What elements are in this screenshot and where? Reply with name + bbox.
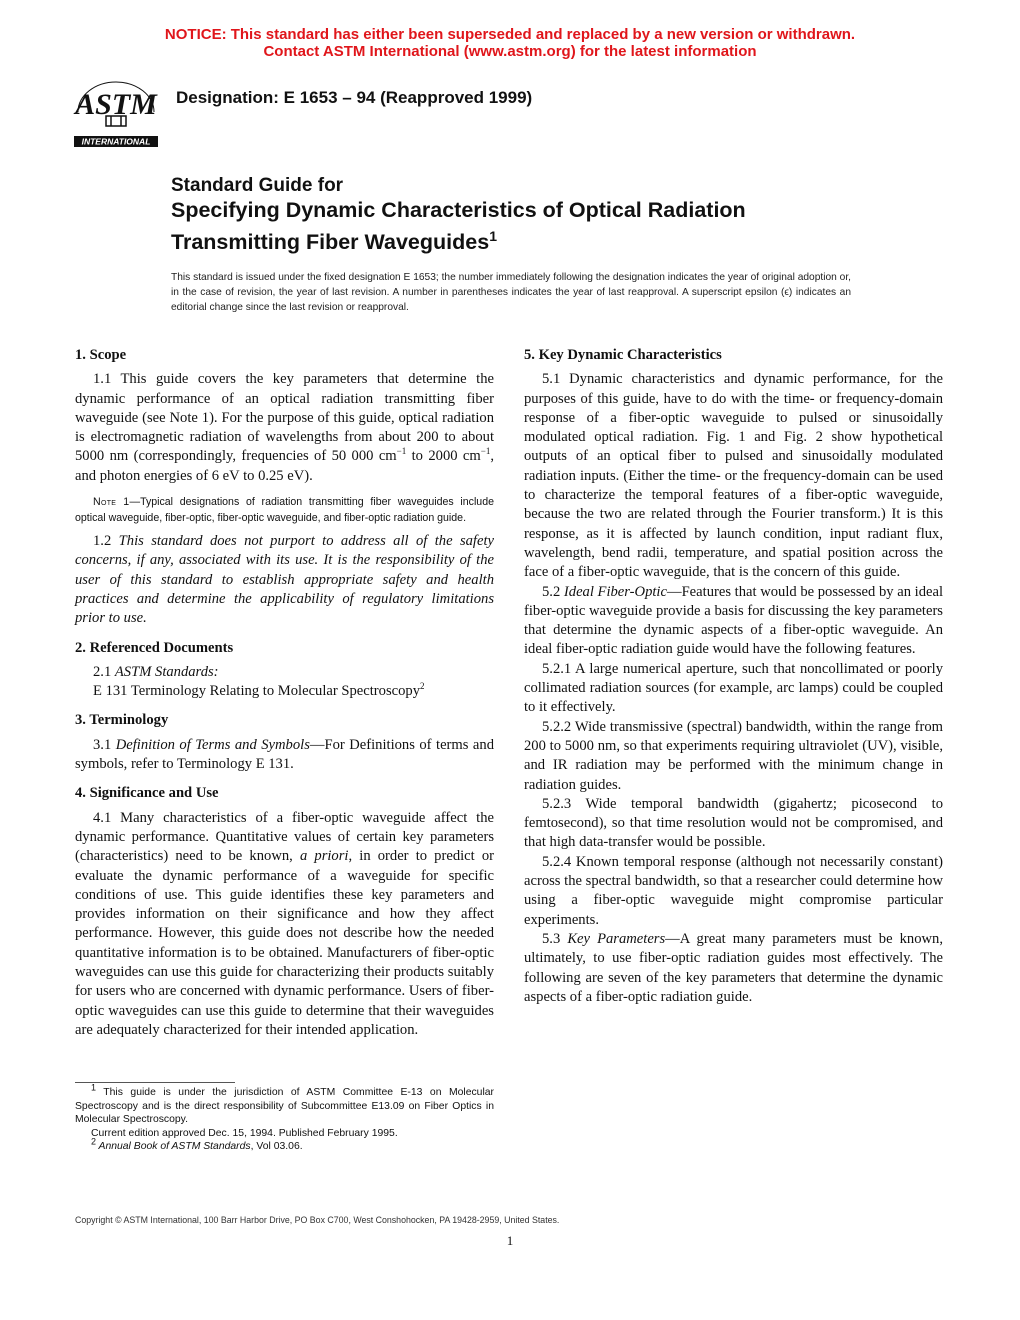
issued-statement: This standard is issued under the fixed designation E 1653; the number immediately following the designation indicates the year of original adoption or, in the case of revision, the year of last revision. A number in parentheses indicates the year of last reapproval. A superscript epsilon (ϵ) indicates an editorial change since the last revision or reapproval. [171, 272, 851, 313]
title-footnote-mark: 1 [489, 228, 497, 244]
document-title [171, 174, 931, 255]
p2-1-num: 2.1 [93, 663, 115, 680]
paragraph-5-2-4: 5.2.4 Known temporal response (although not necessarily constant) across the spectral bandwidth, so that a researcher could determine how using a fiber-optic waveguide might compromise particular experiments. [524, 853, 943, 928]
left-column [75, 346, 494, 1040]
p5-3-text: —A great many parameters must be known, ultimately, to use fiber-optic radiation guides most effectively. The following are seven of the key parameters that determine the dynamic aspects of a fiber-optic radiation guide. [524, 930, 944, 1005]
p1-1-text-a: 1.1 This guide covers the key parameters that determine the dynamic performance of an optical radiation transmitting fiber waveguide (see Note 1). For the purpose of this guide, optical radiation is electromagnetic radiation of wavelengths from about 200 to about 5000 nm (correspondingly, frequencies of 50 000 cm [75, 371, 494, 465]
footnote-1-mark: 1 [91, 1082, 97, 1093]
section-heading-key-dynamic: 5. Key Dynamic Characteristics [524, 347, 722, 363]
p5-2-text: —Features that would be possessed by an ideal fiber-optic waveguide provide a basis for discussing the key parameters that determine the dynamic aspects of a fiber-optic waveguide. An ideal fiber-optic radiation guide would have the following features. [524, 583, 944, 658]
footnote-1 [75, 1082, 494, 1127]
footnote-2-title: Annual Book of ASTM Standards [96, 1141, 251, 1153]
footnote-2-mark: 2 [91, 1136, 97, 1147]
paragraph-5-1: 5.1 Dynamic characteristics and dynamic performance, for the purposes of this guide, have to do with the time- or frequency-domain response of a fiber-optic waveguide to pulsed or sinusoidally modulated optical radiation. Fig. 1 and Fig. 2 show hypothetical outputs of an optical fiber to pulsed and sinusoidally modulated radiation inputs. (Either the time- or the frequency-domain can be used to characterize the temporal features of a fiber-optic waveguide, because the two are related through the Fourier transform.) It is this response, as it is affected by launch condition, input radiant flux, wavelength, bend radii, temperature, and spatial position across the face of a fiber-optic waveguide, that is the concern of this guide. [524, 371, 943, 581]
footnote-1-edition: Current edition approved Dec. 15, 1994. Published February 1995. [91, 1127, 398, 1139]
p4-1-text-a: 4.1 Many characteristics of a fiber-optic waveguide affect the dynamic performance. Quantitative values of certain key parameters (characteristics) need to be known, [75, 809, 494, 865]
reference-e131-text: E 131 Terminology Relating to Molecular Spectroscopy [93, 683, 421, 700]
p1-2-num: 1.2 [93, 533, 119, 550]
section-heading-referenced-documents: 2. Referenced Documents [75, 639, 234, 656]
p3-1-text: —For Definitions of terms and symbols, refer to Terminology E 131. [75, 736, 495, 773]
title-line-3 [171, 223, 931, 255]
paragraph-1-2 [75, 532, 494, 628]
footnote-1-text: This guide is under the jurisdiction of ASTM Committee E-13 on Molecular Spectroscopy and is the direct responsibility of Subcommittee E13.09 on Fiber Optics in Molecular Spectroscopy. [75, 1087, 494, 1126]
paragraph-2-1 [75, 663, 494, 682]
p5-2-italic: Ideal Fiber-Optic [563, 583, 667, 600]
p1-1-text-c: , and photon energies of 6 eV to 0.25 eV). [75, 448, 494, 484]
footnote-2 [75, 1136, 494, 1154]
section-heading-significance: 4. Significance and Use [75, 785, 219, 802]
p5-3-italic: Key Parameters [567, 930, 666, 947]
p5-3-num: 5.3 [542, 930, 568, 947]
p2-1-text: ASTM Standards: [114, 663, 219, 680]
p1-1-sup-1: −1 [396, 446, 407, 457]
note-1-label: Note 1 [93, 496, 130, 509]
p3-1-num: 3.1 [93, 736, 116, 753]
section-heading-scope: 1. Scope [75, 347, 127, 363]
note-1 [75, 494, 494, 526]
notice-line-1: NOTICE: This standard has either been superseded and replaced by a new version or withdrawn. [164, 26, 856, 43]
note-1-text: —Typical designations of radiation transmitting fiber waveguides include optical waveguide, fiber-optic, fiber-optic waveguide, and fiber-optic radiation guide. [75, 496, 494, 525]
paragraph-5-3 [524, 930, 943, 1007]
paragraph-5-2-2: 5.2.2 Wide transmissive (spectral) bandwidth, within the range from 200 to 5000 nm, so that experiments requiring ultraviolet (UV), visible, and IR radiation may be performed with the minimum change in radiation guides. [524, 718, 943, 793]
copyright: Copyright © ASTM International, 100 Barr Harbor Drive, PO Box C700, West Conshohocken, PA 19428-2959, United States. [75, 1215, 560, 1225]
paragraph-1-1 [75, 370, 494, 486]
right-column [524, 346, 943, 1007]
title-line-2: Specifying Dynamic Characteristics of Optical Radiation [171, 198, 746, 222]
reference-e131-footnote-mark: 2 [420, 681, 425, 692]
paragraph-5-2-3: 5.2.3 Wide temporal bandwidth (gigahertz; picosecond to femtosecond), so that time resolution would not be compromised, and that high data-transfer would be possible. [524, 795, 943, 851]
withdrawal-notice [0, 26, 1020, 60]
section-heading-terminology: 3. Terminology [75, 712, 169, 729]
title-line-1: Standard Guide for [171, 175, 344, 196]
p3-1-italic: Definition of Terms and Symbols [115, 736, 310, 753]
notice-line-2: Contact ASTM International (www.astm.org) for the latest information [263, 43, 757, 60]
logo-wordmark: ASTM [75, 88, 157, 121]
footnotes [75, 1082, 494, 1154]
p1-1-sup-2: −1 [480, 446, 491, 457]
paragraph-3-1 [75, 736, 494, 775]
astm-logo-icon [70, 78, 162, 148]
footnote-2-volume: , Vol 03.06. [250, 1141, 303, 1153]
paragraph-5-2-1: 5.2.1 A large numerical aperture, such that noncollimated or poorly collimated radiation sources (for example, arc lamps) could be coupled to it effectively. [524, 660, 943, 716]
p1-1-text-b: to 2000 cm [406, 448, 481, 465]
p4-1-italic: a priori [299, 848, 349, 865]
page-number: 1 [506, 1233, 514, 1248]
p1-2-text: This standard does not purport to address all of the safety concerns, if any, associated with its use. It is the responsibility of the user of this standard to establish appropriate safety and health practices and determine the applicability of regulatory limitations prior to use. [75, 533, 494, 627]
designation: Designation: E 1653 – 94 (Reapproved 1999) [176, 88, 533, 107]
p5-2-num: 5.2 [542, 583, 564, 600]
footnote-divider [75, 1082, 235, 1083]
title-line-3-text: Transmitting Fiber Waveguides [171, 230, 490, 255]
paragraph-5-2 [524, 583, 943, 660]
p4-1-text-b: , in order to predict or evaluate the dynamic performance of a waveguide for specific conditions of use. This guide identifies these key parameters and provides information on their significance and how they affect performance. However, this guide does not describe how the needed quantitative information is to be obtained. Manufacturers of fiber-optic waveguides can use this guide for characterizing their products suitably for users who are concerned with dynamic performance. Users of fiber-optic waveguides can use this guide to determine that their waveguides are adequately characterized for their intended application. [75, 848, 494, 1038]
reference-e131 [75, 682, 494, 701]
paragraph-4-1 [75, 809, 494, 1041]
logo-subtitle: INTERNATIONAL [81, 136, 151, 147]
